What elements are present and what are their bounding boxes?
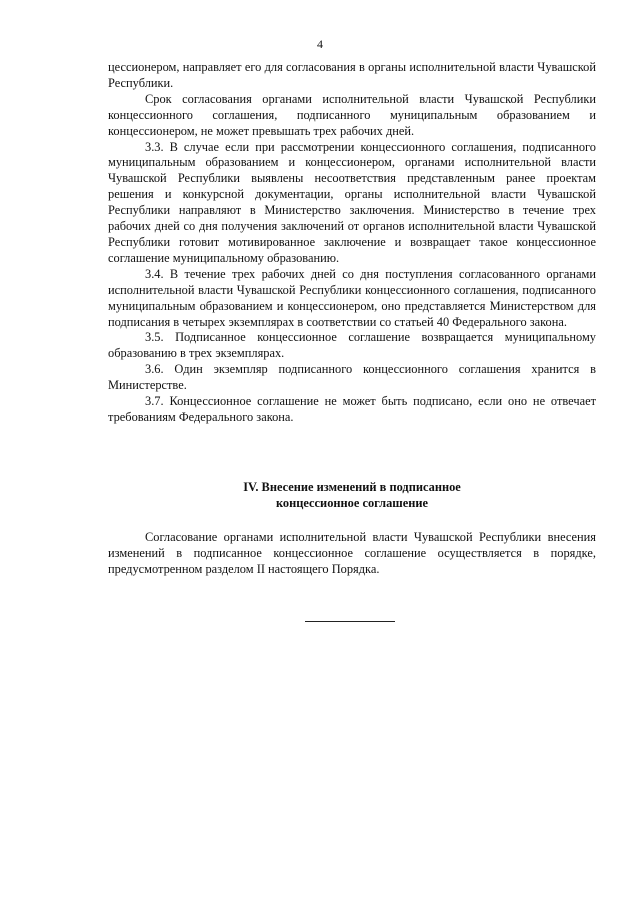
section-heading [108,480,596,512]
section-iv [108,480,596,578]
paragraph-3-5: 3.5. Подписанное концессионное соглашение возвращается муниципальному образованию в трех экземплярах. [108,330,596,361]
end-of-document-rule [305,621,395,622]
section-heading-line-1: IV. Внесение изменений в подписанное [243,480,461,494]
section-iv-paragraph: Согласование органами исполнительной власти Чувашской Республики внесения изменений в подписанное концессионное соглашение осуществляется в порядке, предусмотренном разделом II настоящего Порядка. [108,529,596,576]
paragraph-continuation: цессионером, направляет его для согласования в органы исполнительной власти Чувашской Республики. [108,60,596,90]
paragraph-3-3: 3.3. В случае если при рассмотрении концессионного соглашения, подписанного муниципальным образованием и концессионером, органами исполнительной власти Чувашской Республики выявлены несоответствия представленным ранее проектам решения и конкурсной документации, органы исполнительной власти Чувашской Республики направляют в Министерство заключения. Министерство в течение трех рабочих дней со дня получения заключений от органов исполнительной власти Чувашской Республики готовит мотивированное заключение и возвращает такое концессионное соглашение муниципальному образованию. [108,139,596,265]
page-number: 4 [317,37,323,51]
paragraph-3-7: 3.7. Концессионное соглашение не может быть подписано, если оно не отвечает требованиям Федерального закона. [108,394,596,424]
section-iii-continuation [108,60,596,426]
paragraph-3-6: 3.6. Один экземпляр подписанного концессионного соглашения хранится в Министерстве. [108,362,596,393]
paragraph-approval-term: Срок согласования органами исполнительной власти Чувашской Республики концессионного соглашения, подписанного муниципальным образованием и концессионером, не может превышать трех рабочих дней. [108,91,596,138]
section-heading-line-2: концессионное соглашение [275,495,429,510]
paragraph-3-4: 3.4. В течение трех рабочих дней со дня поступления согласованного органами исполнительной власти Чувашской Республики концессионного соглашения, подписанного муниципальным образованием и концессионером, оно представляется Министерством для подписания в четырех экземплярах в соответствии со статьей 40 Федерального закона. [108,266,596,329]
